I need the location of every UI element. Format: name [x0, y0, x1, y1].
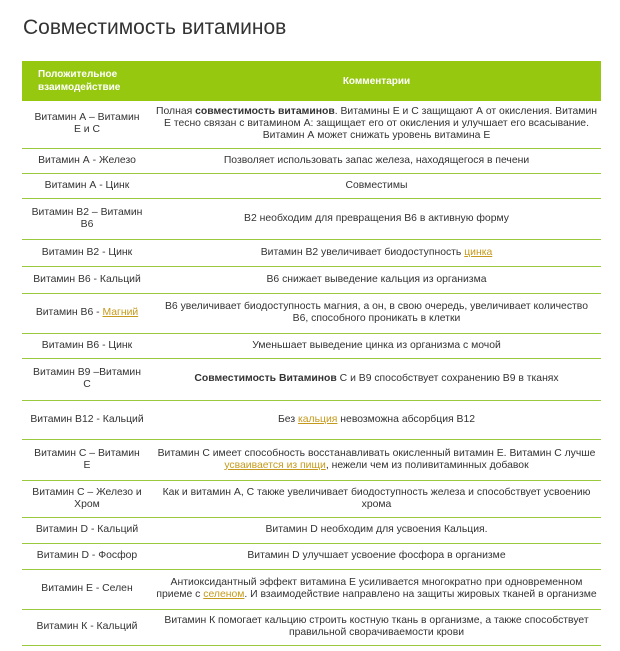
row-comment: Совместимы: [152, 173, 601, 198]
link-magnesium[interactable]: Магний: [102, 307, 139, 318]
row-comment: В6 увеличивает биодоступность магния, а он, в свою очередь, увеличивает количество В6, способного проникать в клетки: [152, 293, 601, 333]
table-row: [22, 173, 601, 198]
row-pair: Витамин С – Железо и Хром: [22, 480, 152, 517]
link-selenium[interactable]: селеном: [203, 589, 245, 600]
row-pair: Витамин В12 - Кальций: [22, 400, 152, 439]
row-pair: Витамин В6 - Магний: [22, 293, 152, 333]
row-comment: В6 снижает выведение кальция из организма: [152, 266, 601, 293]
table-row: [22, 480, 601, 517]
row-pair: Витамин С – Витамин Е: [22, 439, 152, 480]
row-comment: Витамин К помогает кальцию строить костную ткань в организме, а также способствует правильной сворачиваемости крови: [152, 609, 601, 645]
table-header-row: [22, 61, 601, 101]
page-title: Совместимость витаминов: [23, 16, 287, 39]
row-pair: Витамин В2 - Цинк: [22, 239, 152, 266]
table-row: [22, 400, 601, 439]
table-row: [22, 609, 601, 645]
table-row: [22, 333, 601, 358]
row-comment: Совместимость Витаминов С и В9 способствует сохранению В9 в тканях: [152, 358, 601, 400]
table-row: [22, 239, 601, 266]
row-comment: Витамин D улучшает усвоение фосфора в организме: [152, 543, 601, 569]
table-row: [22, 266, 601, 293]
row-comment: Уменьшает выведение цинка из организма с мочой: [152, 333, 601, 358]
row-comment: Как и витамин А, С также увеличивает биодоступность железа и способствует усвоению хрома: [152, 480, 601, 517]
link-calcium[interactable]: кальция: [298, 413, 338, 425]
row-comment: Антиоксидантный эффект витамина Е усиливается многократно при одновременном приеме с селеном. И взаимодействие направлено на защиты жировых тканей в организме: [152, 569, 601, 609]
header-comments: Комментарии: [152, 61, 601, 101]
row-comment: В2 необходим для превращения В6 в активную форму: [152, 198, 601, 239]
table-row: [22, 148, 601, 173]
row-pair: Витамин В6 - Цинк: [22, 333, 152, 358]
row-comment: Витамин С имеет способность восстанавливать окисленный витамин Е. Витамин С лучше усваивается из пищи, нежели чем из поливитаминных добавок: [152, 439, 601, 480]
header-interaction: Положительное взаимодействие: [22, 61, 152, 101]
row-comment: Витамин В2 увеличивает биодоступность цинка: [152, 239, 601, 266]
table-row: [22, 293, 601, 333]
row-comment: Полная совместимость витаминов. Витамины Е и С защищают А от окисления. Витамин Е тесно связан с витамином А: защищает его от окисления и улучшает его всасывание. Витамин А может снижать уровень витамина Е: [152, 101, 601, 148]
row-pair: Витамин А - Железо: [22, 148, 152, 173]
table-row: [22, 517, 601, 543]
table-row: [22, 439, 601, 480]
table-row: [22, 198, 601, 239]
row-comment: Без кальция невозможна абсорбция В12: [152, 400, 601, 439]
table-row: [22, 101, 601, 148]
row-pair: Витамин D - Фосфор: [22, 543, 152, 569]
table-row: [22, 569, 601, 609]
row-pair: Витамин К - Кальций: [22, 609, 152, 645]
row-pair: Витамин В6 - Кальций: [22, 266, 152, 293]
row-pair: Витамин В2 – Витамин В6: [22, 198, 152, 239]
row-pair: Витамин А - Цинк: [22, 173, 152, 198]
row-pair: Витамин Е - Селен: [22, 569, 152, 609]
row-pair: Витамин В9 –Витамин С: [22, 358, 152, 400]
link-zinc[interactable]: цинка: [464, 246, 493, 258]
row-comment: Витамин D необходим для усвоения Кальция.: [152, 517, 601, 543]
row-comment: Позволяет использовать запас железа, находящегося в печени: [152, 148, 601, 173]
link-absorbed-from-food[interactable]: усваивается из пищи: [224, 459, 326, 471]
table-row: [22, 358, 601, 400]
row-pair: Витамин D - Кальций: [22, 517, 152, 543]
vitamin-compatibility-table: [22, 61, 601, 646]
table-row: [22, 543, 601, 569]
row-pair: Витамин А – Витамин Е и С: [22, 101, 152, 148]
